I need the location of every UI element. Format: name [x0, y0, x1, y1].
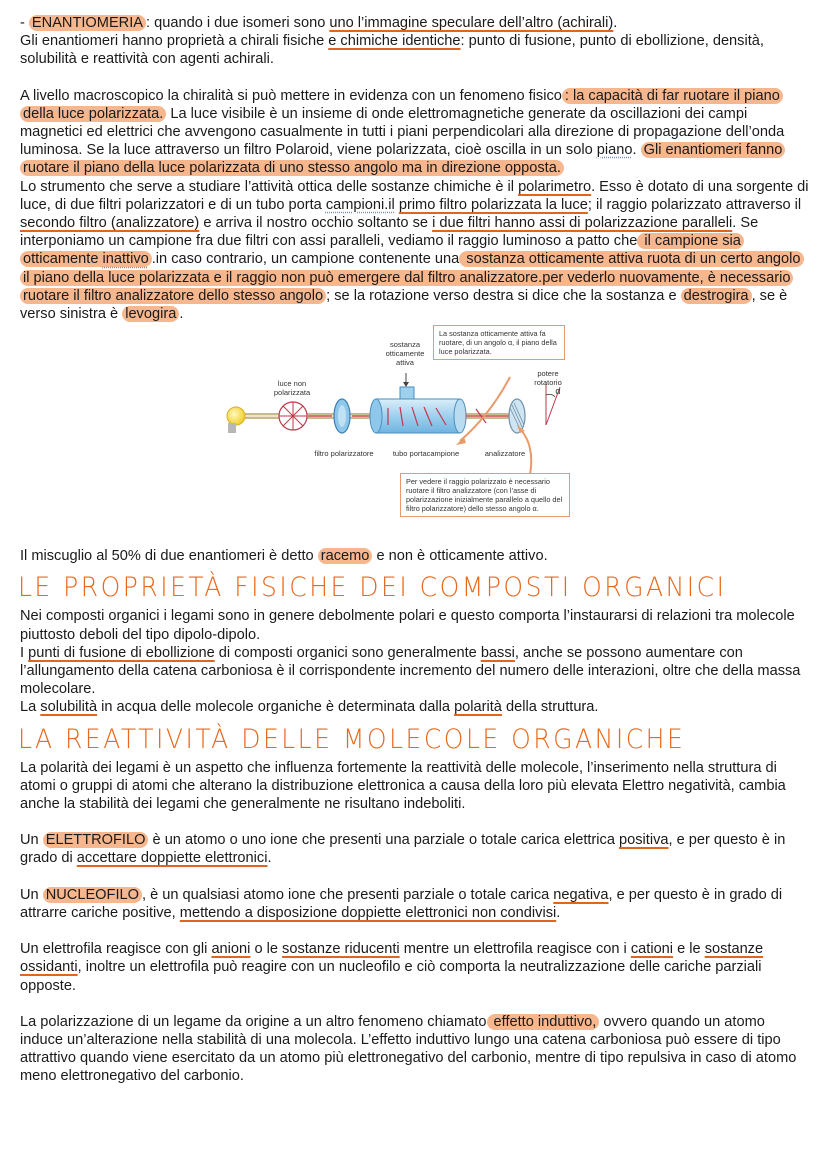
underline-polarimetro: polarimetro — [518, 178, 592, 195]
paragraph-proprieta: Nei composti organici i legami sono in genere debolmente polari e questo comporta l’instaurarsi di relazioni tra molecole piuttosto deboli del tipo dipolo-dipolo. I punti di fusione di ebollizione di composti organici sono generalmente bassi, anche se possono aumentare con l’allungamento della catena carboniosa è il corrispondente incremento del numero delle interazioni, oltre che della massa molecolare. La solubilità in acqua delle molecole organiche è determinata dalla polarità della struttura. — [20, 608, 801, 716]
highlight-campione-inattivo: il campione sia otticamente inattivo — [20, 233, 744, 267]
highlight-nucleofilo: NUCLEOFILO — [43, 887, 142, 903]
underline-cationi: cationi — [630, 941, 674, 958]
underline-mettendo-disposizione: mettendo a disposizione doppiette elettronici non condivisi — [179, 904, 557, 921]
paragraph-polarimetro: Lo strumento che serve a studiare l’attività ottica delle sostanze chimiche è il polarimetro. Esso è dotato di una sorgente di luce, di due filtri polarizzatori e di un tubo porta campioni.il primo filtro polarizzata la luce; il raggio polarizzato attraverso il secondo filtro (analizzatore) e arriva il nostro occhio soltanto se i due filtri hanno assi di polarizzazione paralleli. Se interponiamo un campione fra due filtri con assi paralleli, vediamo il raggio luminoso a patto che il campione sia otticamente inattivo .in caso contrario, un campione contenente una sostanza otticamente attiva ruota di un certo angolo il piano della luce polarizzata e il raggio non può emergere dal filtro analizzatore.per vederlo nuovamente, è necessario ruotare il filtro analizzatore dello stesso angolo ; se la rotazione verso destra si dice che la sostanza e destrogira , se è verso sinistra è levogira . — [20, 178, 809, 323]
light-bulb-icon — [227, 407, 245, 433]
underline-sostanze-riducenti: sostanze riducenti — [282, 941, 400, 958]
underline-sostanze-ossidanti: sostanze ossidanti — [20, 941, 764, 976]
highlight-racemo: racemo — [318, 548, 373, 564]
underline-bassi: bassi — [480, 644, 515, 661]
paragraph-nucleofilo: Un NUCLEOFILO , è un qualsiasi atomo ione che presenti parziale o totale carica negativa, e per questo è in grado di attrarre cariche positive, mettendo a disposizione doppiette elettronici non condivisi. — [20, 886, 783, 921]
underline-negativa: negativa — [553, 886, 609, 903]
heading-reattivita: LA REATTIVITÀ DELLE MOLECOLE ORGANICHE — [18, 722, 686, 755]
underline-immagine-speculare: uno l’immagine speculare dell’altro (achirali) — [329, 15, 614, 31]
label-tubo: tubo portacampione — [392, 449, 460, 459]
paragraph-chiralita: A livello macroscopico la chiralità si può mettere in evidenza con un fenomeno fisico : la capacità di far ruotare il piano della luce polarizzata. La luce visibile è un insieme di onde elettromagnetiche generate da oscillazioni dei campi magnetici ed elettrici che avvengono casualmente in tutti i piani perpendicolari alla direzione di propagazione dell’onda luminosa. Se la luce attraverso un filtro Polaroid, viene polarizzata, cioè oscilla in un solo piano. Gli enantiomeri fanno ruotare il piano della luce polarizzata di uno stesso angolo ma in direzione opposta. — [20, 87, 785, 177]
underline-assi-paralleli: i due filtri hanno assi di polarizzazione paralleli — [432, 215, 733, 232]
highlight-sostanza-attiva: sostanza otticamente attiva ruota di un certo angolo il piano della luce polarizzata e il raggio non può emergere dal filtro analizzatore.per vederlo nuovamente, è necessario ruotare il filtro analizzatore dello stesso angolo — [20, 251, 804, 303]
underline-secondo-filtro: secondo filtro (analizzatore) — [20, 215, 200, 232]
unpolarized-light-icon — [279, 402, 307, 430]
underline-chimiche-identiche: e chimiche identiche — [328, 33, 461, 50]
document-page — [20, 14, 810, 1086]
paragraph-elettrofilo: Un ELETTROFILO è un atomo o uno ione che presenti una parziale o totale carica elettrica positiva, e per questo è in grado di accettare doppiette elettronici. — [20, 832, 786, 867]
label-sostanza: sostanza otticamente attiva — [385, 340, 425, 368]
paragraph-enantiomeria: - ENANTIOMERIA : quando i due isomeri sono uno l’immagine speculare dell’altro (achirali). Gli enantiomeri hanno proprietà a chirali fisiche e chimiche identiche: punto di fusione, punto di ebollizione, densità, solubilità e reattività con agenti achirali. — [20, 15, 764, 68]
callout-bottom: Per vedere il raggio polarizzato è necessario ruotare il filtro analizzatore (con l’asse di polarizzazione inizialmente parallelo a quello del filtro polarizzatore) dello stesso angolo α. — [400, 473, 570, 517]
analyzer-filter-icon — [509, 399, 525, 433]
label-alpha: α — [555, 386, 561, 397]
heading-proprieta-fisiche: LE PROPRIETÀ FISICHE DEI COMPOSTI ORGANICI — [18, 571, 727, 603]
paragraph-racemo: Il miscuglio al 50% di due enantiomeri è detto racemo e non è otticamente attivo. — [20, 548, 548, 565]
label-analizzatore: analizzatore — [484, 449, 526, 459]
underline-accettare-doppiette: accettare doppiette elettronici — [76, 850, 268, 867]
label-filtro: filtro polarizzatore — [314, 449, 374, 459]
highlight-elettrofilo: ELETTROFILO — [43, 832, 149, 848]
paragraph-effetto-induttivo: La polarizzazione di un legame da origine a un altro fenomeno chiamato effetto induttivo, ovvero quando un atomo induce un’alterazione nella stabilità di una molecola. L’effetto induttivo lungo una catena carboniosa può essere di tipo attrattivo quando viene esercitato da un atomo più elettronegativo del carbonio, mentre di tipo repulsiva in caso di atomo meno elettronegativo del carbonio. — [20, 1013, 797, 1085]
sample-tube-icon — [370, 373, 466, 433]
label-potere: potere rotatorio — [534, 369, 562, 388]
underline-primo-filtro: primo filtro polarizzata la luce — [398, 196, 588, 213]
underline-solubilita: solubilità — [40, 699, 98, 716]
callout-arrow-top — [460, 377, 510, 441]
underline-punti-fusione: punti di fusione di ebollizione — [28, 644, 215, 661]
underline-positiva: positiva — [619, 832, 669, 849]
highlight-far-ruotare: : la capacità di far ruotare il piano della luce polarizzata. — [20, 88, 783, 122]
polarimeter-figure — [20, 325, 810, 537]
highlight-levogira: levogira — [122, 306, 179, 322]
dotted-piano: piano — [596, 142, 633, 159]
callout-top: La sostanza otticamente attiva fa ruotare, di un angolo α, il piano della luce polarizzata. — [433, 325, 565, 360]
highlight-enantiomeri-ruotano: Gli enantiomeri fanno ruotare il piano della luce polarizzata di uno stesso angolo ma in direzione opposta. — [20, 142, 785, 176]
highlight-enantiomeria: ENANTIOMERIA — [29, 15, 146, 31]
dash: - — [20, 15, 29, 31]
paragraph-elettrofila-reagisce: Un elettrofila reagisce con gli anioni o le sostanze riducenti mentre un elettrofila reagisce con i cationi e le sostanze ossidanti, inoltre un elettrofila può reagire con un nucleofilo e ciò comporta la neutralizzazione delle cariche parziali opposte. — [20, 941, 764, 994]
highlight-effetto-induttivo: effetto induttivo, — [487, 1014, 600, 1030]
underline-anioni: anioni — [211, 941, 251, 958]
label-luce: luce non polarizzata — [273, 379, 311, 398]
underline-polarita: polarità — [454, 699, 502, 716]
highlight-destrogira: destrogira — [681, 288, 752, 304]
paragraph-polarita-legami: La polarità dei legami è un aspetto che influenza fortemente la reattività delle molecole, l’inserimento nella struttura di atomi o gruppi di atomi che alterano la distribuzione elettronica a causa della loro più elevata Elettro negatività, cambia anche la stabilità dei legami che generalmente ne risultano indeboliti. — [20, 759, 786, 813]
dotted-campioni: campioni.il — [325, 196, 395, 213]
